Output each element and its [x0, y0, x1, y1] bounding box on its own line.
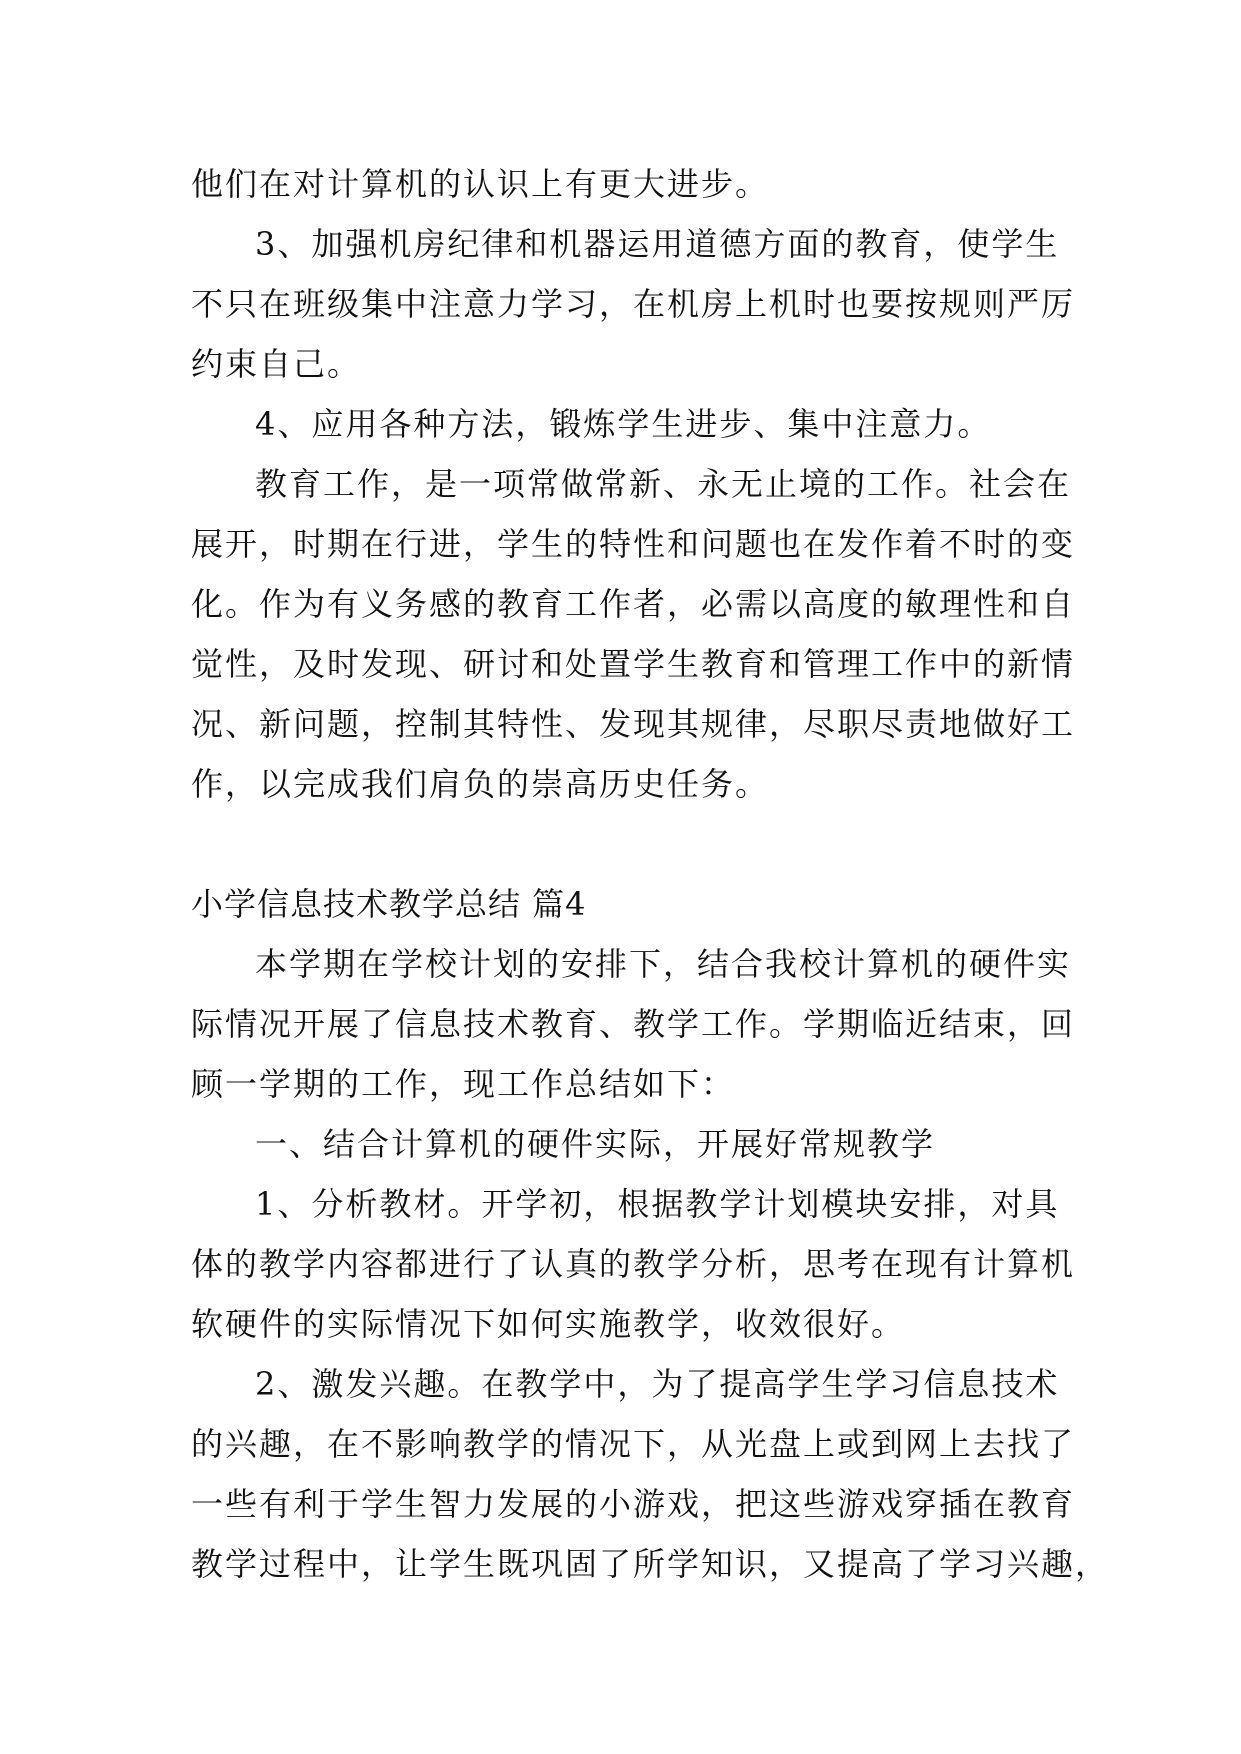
section-heading: 小学信息技术教学总结 篇4 — [191, 885, 587, 923]
text-line: 教学过程中，让学生既巩固了所学知识，又提高了学习兴趣， — [191, 1545, 1110, 1583]
paragraph-continuation — [191, 154, 1051, 214]
text-line: 约束自己。 — [191, 345, 362, 383]
text-line: 他们在对计算机的认识上有更大进步。 — [191, 165, 770, 203]
paragraph-item-2 — [191, 1354, 1110, 1594]
paragraph-intro — [191, 934, 1076, 1114]
text-line: 不只在班级集中注意力学习，在机房上机时也要按规则严厉 — [191, 285, 1076, 323]
text-line: 2、激发兴趣。在教学中，为了提高学生学习信息技术 — [255, 1365, 1060, 1403]
text-line: 体的教学内容都进行了认真的教学分析，思考在现有计算机 — [191, 1245, 1076, 1283]
text-line: 一、结合计算机的硬件实际，开展好常规教学 — [255, 1125, 936, 1163]
text-line: 觉性，及时发现、研讨和处置学生教育和管理工作中的新情 — [191, 645, 1076, 683]
text-line: 的兴趣，在不影响教学的情况下，从光盘上或到网上去找了 — [191, 1425, 1076, 1463]
text-line: 本学期在学校计划的安排下，结合我校计算机的硬件实 — [255, 945, 1072, 983]
text-line: 展开，时期在行进，学生的特性和问题也在发作着不时的变 — [191, 525, 1076, 563]
paragraph-item-1 — [191, 1174, 1076, 1354]
text-line: 况、新问题，控制其特性、发现其规律，尽职尽责地做好工 — [191, 705, 1076, 743]
text-line: 1、分析教材。开学初，根据教学计划模块安排，对具 — [255, 1185, 1060, 1223]
text-line: 4、应用各种方法，锻炼学生进步、集中注意力。 — [255, 405, 992, 443]
text-line: 软硬件的实际情况下如何实施教学，收效很好。 — [191, 1305, 906, 1343]
text-line: 际情况开展了信息技术教育、教学工作。学期临近结束，回 — [191, 1005, 1076, 1043]
text-line: 作，以完成我们肩负的崇高历史任务。 — [191, 765, 770, 803]
text-line: 顾一学期的工作，现工作总结如下： — [191, 1065, 736, 1103]
paragraph-point-4 — [191, 394, 1051, 454]
paragraph-conclusion — [191, 454, 1076, 814]
text-line: 一些有利于学生智力发展的小游戏，把这些游戏穿插在教育 — [191, 1485, 1076, 1523]
text-line: 3、加强机房纪律和机器运用道德方面的教育，使学生 — [255, 225, 1060, 263]
document-body — [191, 154, 1110, 1594]
text-line: 教育工作，是一项常做常新、永无止境的工作。社会在 — [255, 465, 1072, 503]
paragraph-subheading-1 — [191, 1114, 1051, 1174]
text-line: 化。作为有义务感的教育工作者，必需以高度的敏理性和自 — [191, 585, 1076, 623]
paragraph-point-3 — [191, 214, 1076, 394]
